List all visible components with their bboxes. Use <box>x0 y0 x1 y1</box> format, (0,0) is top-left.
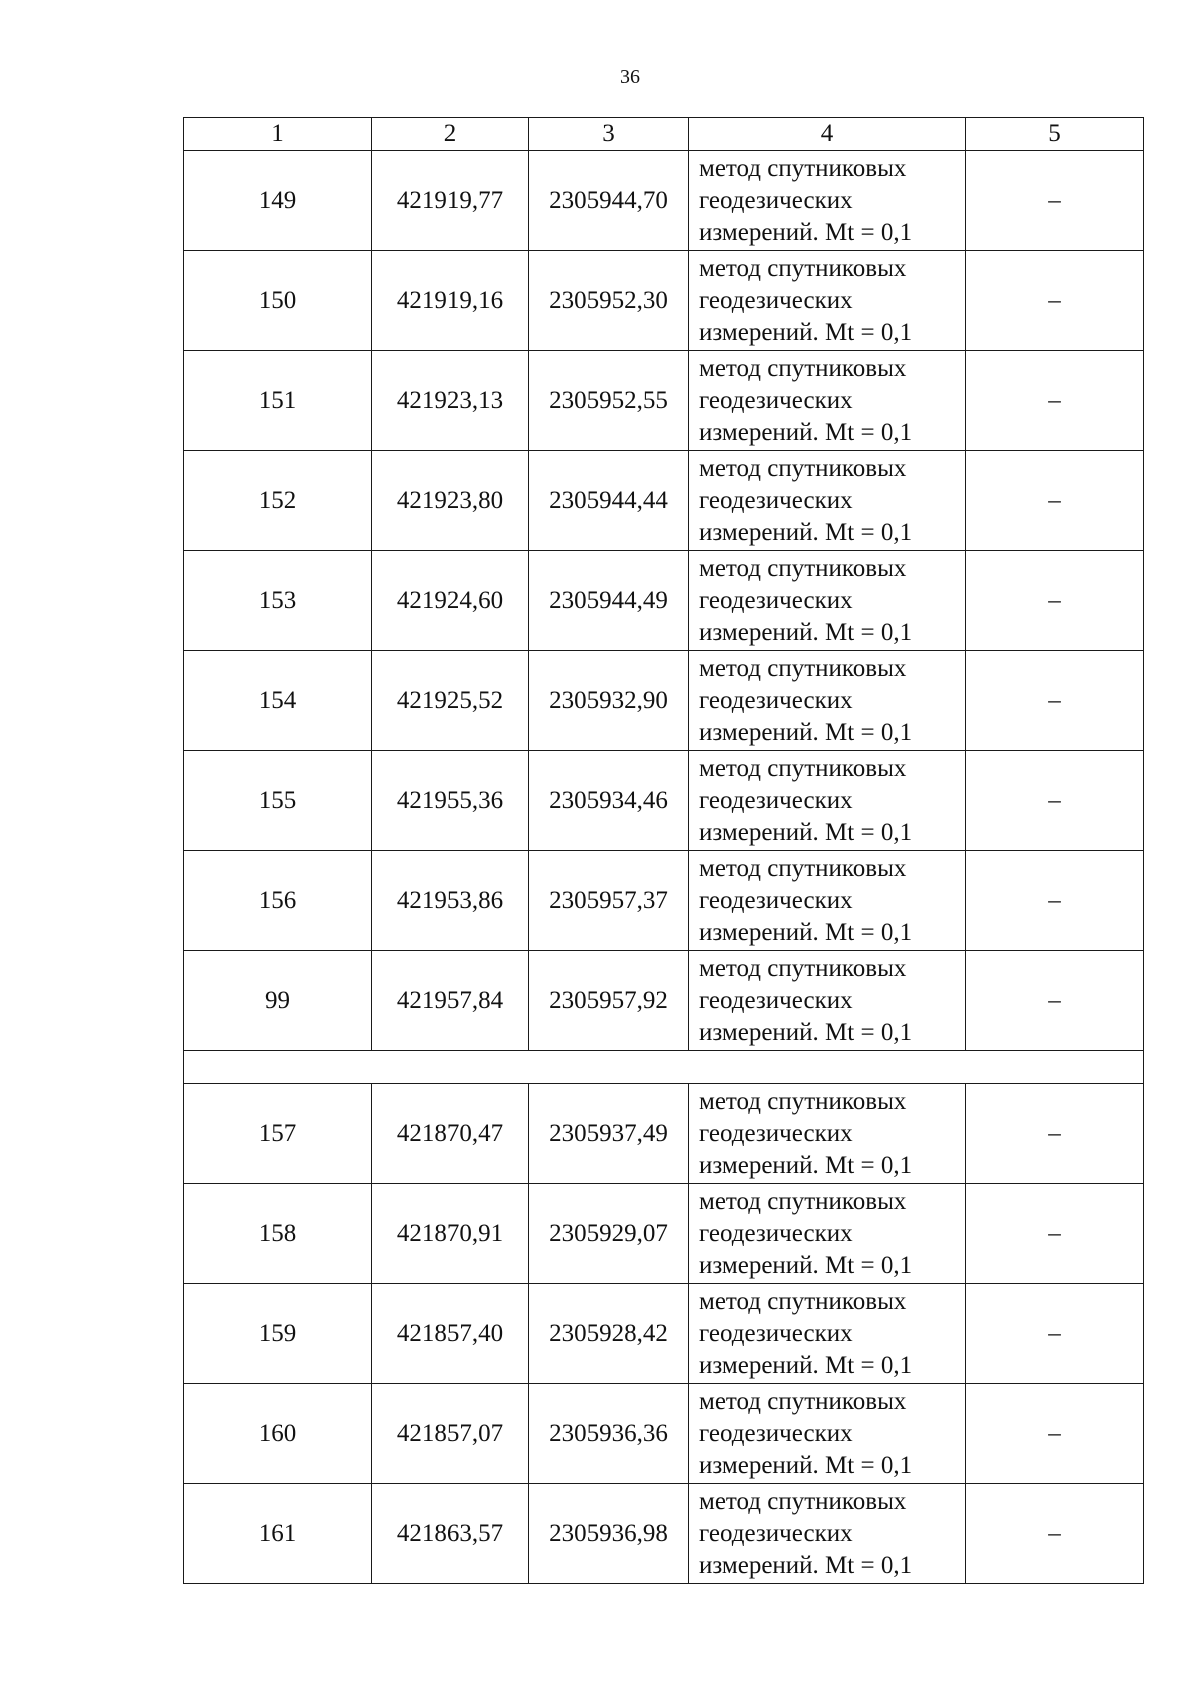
point-number-cell: 154 <box>184 651 372 751</box>
method-line: измерений. Mt = 0,1 <box>699 218 913 246</box>
column-header: 1 <box>184 118 372 151</box>
y-coordinate-cell: 2305957,92 <box>529 951 689 1051</box>
method-line: измерений. Mt = 0,1 <box>699 318 913 346</box>
method-line: метод спутниковых <box>699 1287 907 1315</box>
point-number-cell: 158 <box>184 1184 372 1284</box>
method-line: метод спутниковых <box>699 254 907 282</box>
method-cell <box>689 151 966 251</box>
x-coordinate-cell: 421919,77 <box>372 151 529 251</box>
y-coordinate-cell: 2305936,36 <box>529 1384 689 1484</box>
method-line: геодезических <box>699 1219 853 1247</box>
description-cell: – <box>966 651 1144 751</box>
table-row <box>184 551 1144 651</box>
x-coordinate-cell: 421924,60 <box>372 551 529 651</box>
table-row <box>184 1084 1144 1184</box>
x-coordinate-cell: 421863,57 <box>372 1484 529 1584</box>
column-header: 4 <box>689 118 966 151</box>
table-row <box>184 951 1144 1051</box>
description-cell: – <box>966 1184 1144 1284</box>
y-coordinate-cell: 2305944,44 <box>529 451 689 551</box>
description-cell: – <box>966 1384 1144 1484</box>
method-line: метод спутниковых <box>699 754 907 782</box>
y-coordinate-cell: 2305928,42 <box>529 1284 689 1384</box>
point-number-cell: 155 <box>184 751 372 851</box>
method-cell <box>689 1284 966 1384</box>
method-cell <box>689 1484 966 1584</box>
method-line: метод спутниковых <box>699 554 907 582</box>
point-number-cell: 157 <box>184 1084 372 1184</box>
method-line: геодезических <box>699 1419 853 1447</box>
x-coordinate-cell: 421919,16 <box>372 251 529 351</box>
method-line: метод спутниковых <box>699 954 907 982</box>
x-coordinate-cell: 421923,13 <box>372 351 529 451</box>
column-header: 2 <box>372 118 529 151</box>
column-header: 5 <box>966 118 1144 151</box>
x-coordinate-cell: 421857,40 <box>372 1284 529 1384</box>
description-cell: – <box>966 1484 1144 1584</box>
description-cell: – <box>966 451 1144 551</box>
method-line: измерений. Mt = 0,1 <box>699 1251 913 1279</box>
method-line: измерений. Mt = 0,1 <box>699 618 913 646</box>
description-cell: – <box>966 551 1144 651</box>
table-row <box>184 351 1144 451</box>
table-row <box>184 651 1144 751</box>
method-line: измерений. Mt = 0,1 <box>699 1351 913 1379</box>
x-coordinate-cell: 421953,86 <box>372 851 529 951</box>
method-line: геодезических <box>699 886 853 914</box>
method-line: измерений. Mt = 0,1 <box>699 1551 913 1579</box>
method-line: геодезических <box>699 1319 853 1347</box>
method-line: геодезических <box>699 386 853 414</box>
point-number-cell: 156 <box>184 851 372 951</box>
method-line: метод спутниковых <box>699 1487 907 1515</box>
method-line: метод спутниковых <box>699 854 907 882</box>
x-coordinate-cell: 421870,47 <box>372 1084 529 1184</box>
table-header-row <box>184 118 1144 151</box>
x-coordinate-cell: 421925,52 <box>372 651 529 751</box>
method-cell <box>689 651 966 751</box>
separator-row <box>184 1051 1144 1084</box>
table-row <box>184 1284 1144 1384</box>
y-coordinate-cell: 2305929,07 <box>529 1184 689 1284</box>
method-line: геодезических <box>699 1119 853 1147</box>
x-coordinate-cell: 421955,36 <box>372 751 529 851</box>
point-number-cell: 159 <box>184 1284 372 1384</box>
method-cell <box>689 1184 966 1284</box>
method-cell <box>689 1084 966 1184</box>
method-line: измерений. Mt = 0,1 <box>699 1018 913 1046</box>
method-cell <box>689 1384 966 1484</box>
table-row <box>184 851 1144 951</box>
description-cell: – <box>966 251 1144 351</box>
description-cell: – <box>966 1084 1144 1184</box>
table-row <box>184 1384 1144 1484</box>
table-row <box>184 251 1144 351</box>
y-coordinate-cell: 2305952,30 <box>529 251 689 351</box>
method-cell <box>689 751 966 851</box>
method-line: измерений. Mt = 0,1 <box>699 1151 913 1179</box>
point-number-cell: 149 <box>184 151 372 251</box>
method-line: метод спутниковых <box>699 654 907 682</box>
method-line: геодезических <box>699 986 853 1014</box>
x-coordinate-cell: 421923,80 <box>372 451 529 551</box>
y-coordinate-cell: 2305952,55 <box>529 351 689 451</box>
separator-cell <box>184 1051 1144 1084</box>
x-coordinate-cell: 421957,84 <box>372 951 529 1051</box>
point-number-cell: 151 <box>184 351 372 451</box>
method-line: метод спутниковых <box>699 354 907 382</box>
x-coordinate-cell: 421857,07 <box>372 1384 529 1484</box>
point-number-cell: 161 <box>184 1484 372 1584</box>
method-line: метод спутниковых <box>699 1087 907 1115</box>
description-cell: – <box>966 951 1144 1051</box>
coordinates-table <box>183 117 1144 1584</box>
table-row <box>184 451 1144 551</box>
point-number-cell: 160 <box>184 1384 372 1484</box>
method-line: геодезических <box>699 786 853 814</box>
method-cell <box>689 451 966 551</box>
method-line: геодезических <box>699 286 853 314</box>
table-row <box>184 1184 1144 1284</box>
point-number-cell: 99 <box>184 951 372 1051</box>
method-line: геодезических <box>699 1519 853 1547</box>
method-line: измерений. Mt = 0,1 <box>699 418 913 446</box>
method-line: геодезических <box>699 586 853 614</box>
point-number-cell: 152 <box>184 451 372 551</box>
description-cell: – <box>966 351 1144 451</box>
method-cell <box>689 251 966 351</box>
y-coordinate-cell: 2305937,49 <box>529 1084 689 1184</box>
y-coordinate-cell: 2305934,46 <box>529 751 689 851</box>
x-coordinate-cell: 421870,91 <box>372 1184 529 1284</box>
method-line: измерений. Mt = 0,1 <box>699 918 913 946</box>
method-line: геодезических <box>699 186 853 214</box>
method-line: геодезических <box>699 686 853 714</box>
description-cell: – <box>966 1284 1144 1384</box>
method-line: метод спутниковых <box>699 154 907 182</box>
method-line: измерений. Mt = 0,1 <box>699 1451 913 1479</box>
description-cell: – <box>966 151 1144 251</box>
method-line: измерений. Mt = 0,1 <box>699 518 913 546</box>
description-cell: – <box>966 751 1144 851</box>
table-row <box>184 751 1144 851</box>
method-line: геодезических <box>699 486 853 514</box>
table-row <box>184 1484 1144 1584</box>
description-cell: – <box>966 851 1144 951</box>
column-header: 3 <box>529 118 689 151</box>
point-number-cell: 150 <box>184 251 372 351</box>
method-cell <box>689 851 966 951</box>
method-line: метод спутниковых <box>699 454 907 482</box>
point-number-cell: 153 <box>184 551 372 651</box>
method-line: метод спутниковых <box>699 1187 907 1215</box>
page-number: 36 <box>620 66 640 88</box>
y-coordinate-cell: 2305944,70 <box>529 151 689 251</box>
method-line: измерений. Mt = 0,1 <box>699 718 913 746</box>
y-coordinate-cell: 2305957,37 <box>529 851 689 951</box>
y-coordinate-cell: 2305944,49 <box>529 551 689 651</box>
method-line: метод спутниковых <box>699 1387 907 1415</box>
method-cell <box>689 951 966 1051</box>
method-cell <box>689 551 966 651</box>
method-line: измерений. Mt = 0,1 <box>699 818 913 846</box>
y-coordinate-cell: 2305936,98 <box>529 1484 689 1584</box>
y-coordinate-cell: 2305932,90 <box>529 651 689 751</box>
method-cell <box>689 351 966 451</box>
table-row <box>184 151 1144 251</box>
